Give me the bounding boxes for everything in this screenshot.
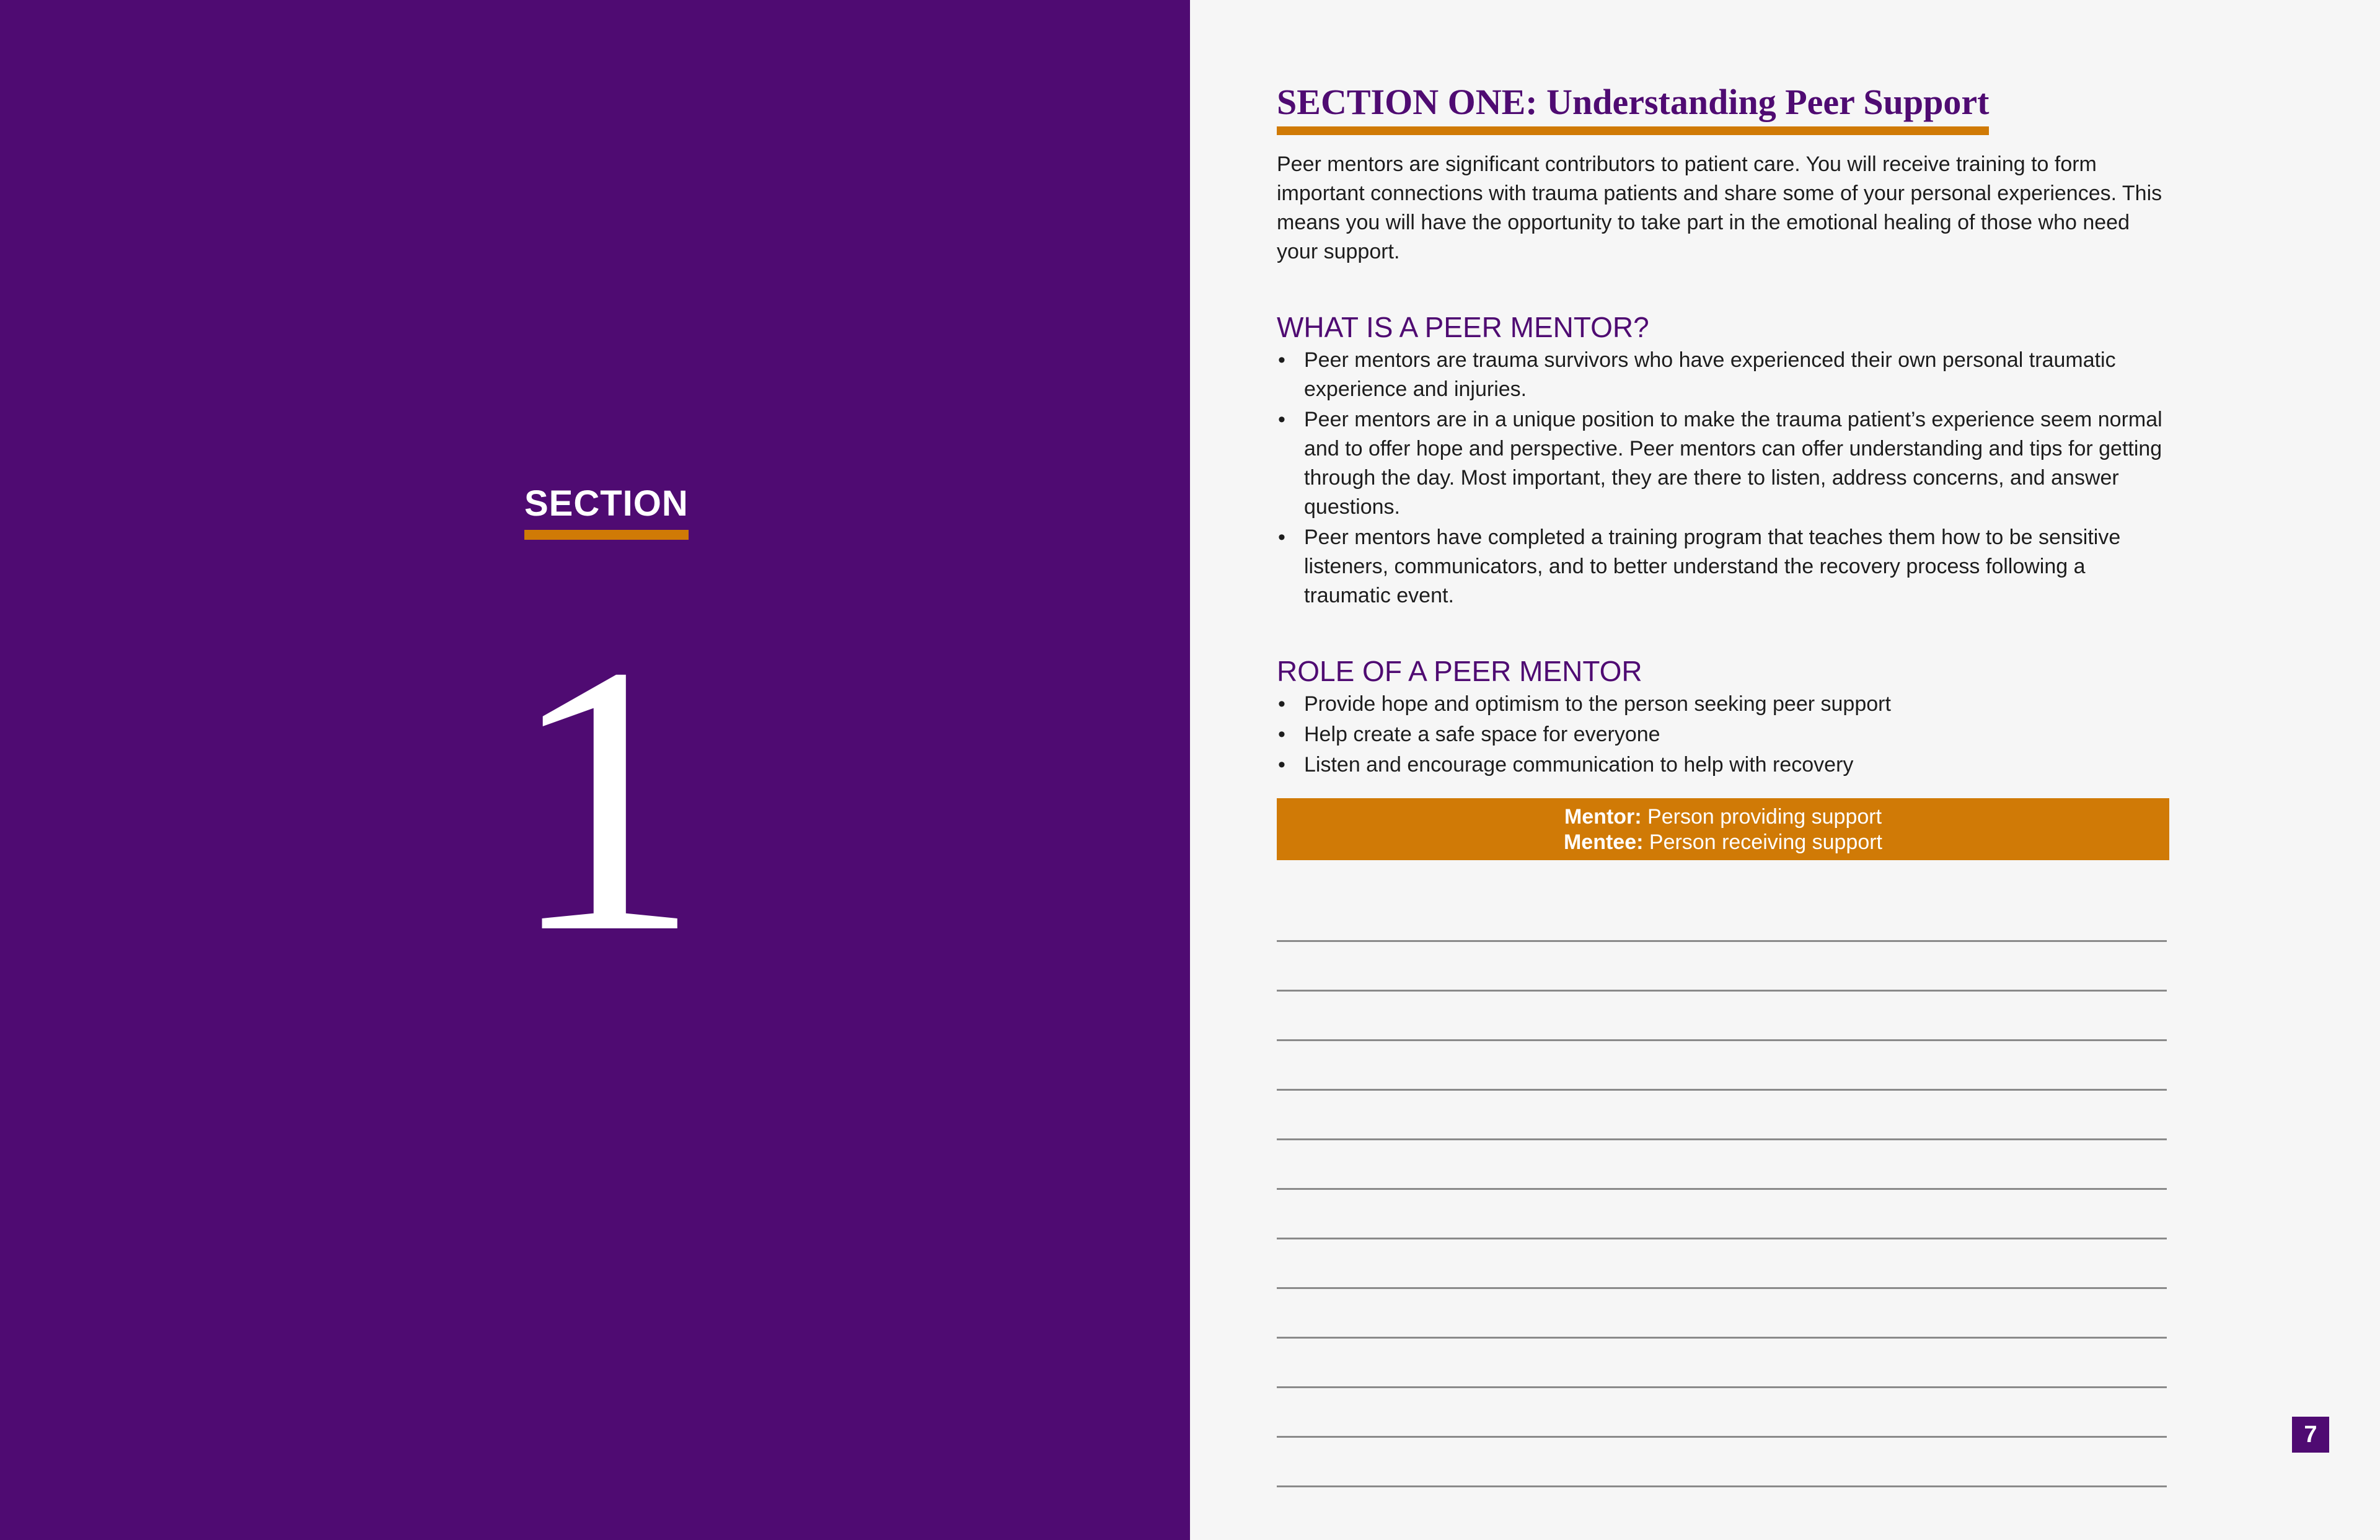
list-item: • Help create a safe space for everyone [1277, 720, 2169, 749]
note-line [1277, 1438, 2167, 1487]
note-line [1277, 1190, 2167, 1239]
what-is-heading: WHAT IS A PEER MENTOR? [1277, 310, 1649, 343]
list-item: • Peer mentors have completed a training program that teaches them how to be sensitive listeners, communicators, and to better understand the recovery process following a traumatic event. [1277, 523, 2169, 610]
definitions-box [1277, 798, 2169, 860]
note-line [1277, 1388, 2167, 1438]
role-list [1277, 690, 2169, 780]
content-page [1190, 0, 2380, 1540]
mentor-term: Mentor: [1564, 804, 1642, 829]
intro-paragraph: Peer mentors are significant contributors to patient care. You will receive training to form important connections with trauma patients and share some of your personal experiences. This means you will have the opportunity to take part in the emotional healing of those who need your support. [1277, 152, 2162, 263]
role-heading: ROLE OF A PEER MENTOR [1277, 654, 1642, 687]
page-content [1277, 81, 2169, 1487]
note-line [1277, 992, 2167, 1041]
note-line [1277, 1140, 2167, 1190]
notes-lines [1277, 892, 2167, 1487]
note-line [1277, 892, 2167, 942]
mentor-definition [1277, 804, 2169, 830]
note-line [1277, 1239, 2167, 1289]
page-title: SECTION ONE: Understanding Peer Support [1277, 81, 1989, 135]
what-is-list [1277, 346, 2169, 610]
list-item: • Peer mentors are trauma survivors who have experienced their own personal traumatic experience and injuries. [1277, 346, 2169, 404]
mentee-definition [1277, 830, 2169, 855]
note-line [1277, 1339, 2167, 1388]
mentor-description: Person providing support [1641, 804, 1882, 829]
note-line [1277, 942, 2167, 992]
mentee-description: Person receiving support [1643, 830, 1882, 854]
note-line [1277, 1289, 2167, 1339]
list-item: • Listen and encourage communication to help with recovery [1277, 750, 2169, 780]
section-label: SECTION [524, 483, 689, 540]
section-number: 1 [508, 587, 700, 1012]
note-line [1277, 1041, 2167, 1091]
page-number: 7 [2292, 1417, 2329, 1453]
note-line [1277, 1091, 2167, 1140]
list-item: • Provide hope and optimism to the person seeking peer support [1277, 690, 2169, 719]
list-item: • Peer mentors are in a unique position to make the trauma patient’s experience seem normal and to offer hope and perspective. Peer mentors can offer understanding and tips for getting through the day. Most important, they are there to listen, address concerns, and answer questions. [1277, 405, 2169, 522]
mentee-term: Mentee: [1563, 830, 1644, 854]
